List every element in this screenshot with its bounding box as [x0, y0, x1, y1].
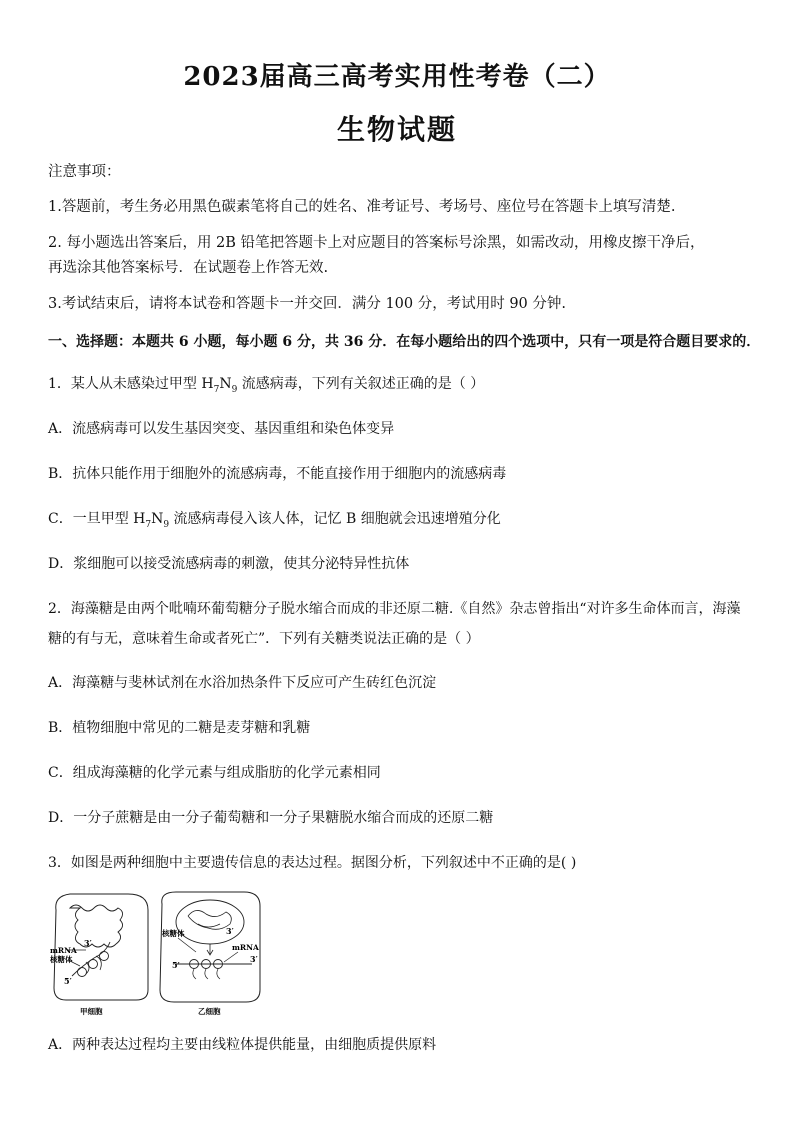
notice-item-2-line1: 2. 每小题选出答案后，用 2B 铅笔把答题卡上对应题目的答案标号涂黑，如需改动，用橡皮擦干净后，: [48, 235, 705, 251]
question-2-stem-line1: 2．海藻糖是由两个吡喃环葡萄糖分子脱水缩合而成的非还原二糖.《自然》杂志曾指出“对许多生命体而言，海藻: [48, 601, 741, 617]
gene-expression-figure: [48, 890, 268, 1020]
notice-item-1: 1.答题前，考生务必用黑色碳素笔将自己的姓名、准考证号、考场号、座位号在答题卡上填写清楚.: [48, 199, 676, 215]
left-cell-caption: 甲细胞: [80, 1007, 103, 1016]
question-3-stem: 3．如图是两种细胞中主要遗传信息的表达过程。据图分析，下列叙述中不正确的是( ): [48, 855, 577, 871]
notice-item-2-line2: 再选涂其他答案标号．在试题卷上作答无效.: [48, 260, 329, 276]
question-2-option-b: B．植物细胞中常见的二糖是麦芽糖和乳糖: [48, 720, 311, 736]
question-3-option-a: A．两种表达过程均主要由线粒体提供能量，由细胞质提供原料: [48, 1037, 437, 1053]
right-ribosome-label: 核糖体: [162, 929, 185, 938]
right-5prime-label: 5′: [172, 960, 180, 970]
right-mrna-label: mRNA: [232, 943, 259, 952]
notice-heading: 注意事项：: [48, 164, 121, 180]
question-1-option-a: A．流感病毒可以发生基因突变、基因重组和染色体变异: [48, 421, 395, 437]
question-2-option-a: A．海藻糖与斐林试剂在水浴加热条件下反应可产生砖红色沉淀: [48, 675, 437, 691]
right-3prime-label: 3′: [250, 954, 258, 964]
question-2-stem-line2: 糖的有与无，意味着生命或者死亡”．下列有关糖类说法正确的是（ ）: [48, 631, 480, 647]
question-2-option-d: D．一分子蔗糖是由一分子葡萄糖和一分子果糖脱水缩合而成的还原二糖: [48, 810, 494, 826]
left-3prime-label: 3′: [84, 938, 92, 948]
question-1-option-d: D．浆细胞可以接受流感病毒的刺激，使其分泌特异性抗体: [48, 556, 410, 572]
left-5prime-label: 5′: [64, 976, 72, 986]
section-heading: 一、选择题：本题共 6 小题，每小题 6 分，共 36 分．在每小题给出的四个选项中，只有一项是符合题目要求的．: [48, 334, 761, 350]
left-cell-diagram: [49, 894, 148, 1016]
exam-title: 2023届高三高考实用性考卷（二）: [183, 62, 611, 92]
right-cell-caption: 乙细胞: [198, 1007, 221, 1016]
right-cell-diagram: [160, 892, 260, 1016]
left-ribosome-label: 核糖体: [50, 955, 73, 964]
question-1-option-c: C．一旦甲型 $H_7N_9$ 流感病毒侵入该人体，记忆 B 细胞就会迅速增殖分化: [48, 511, 501, 530]
question-1-option-b: B．抗体只能作用于细胞外的流感病毒，不能直接作用于细胞内的流感病毒: [48, 466, 507, 482]
question-2-option-c: C．组成海藻糖的化学元素与组成脂肪的化学元素相同: [48, 765, 381, 781]
notice-item-3: 3.考试结束后，请将本试卷和答题卡一并交回．满分 100 分，考试用时 90 分钟.: [48, 296, 567, 312]
left-mrna-label: mRNA: [50, 946, 77, 955]
exam-subject: 生物试题: [336, 113, 457, 146]
right-3prime-top-label: 3′: [226, 926, 234, 936]
question-1-stem: 1．某人从未感染过甲型 $H_7N_9$ 流感病毒，下列有关叙述正确的是（ ）: [48, 376, 485, 395]
